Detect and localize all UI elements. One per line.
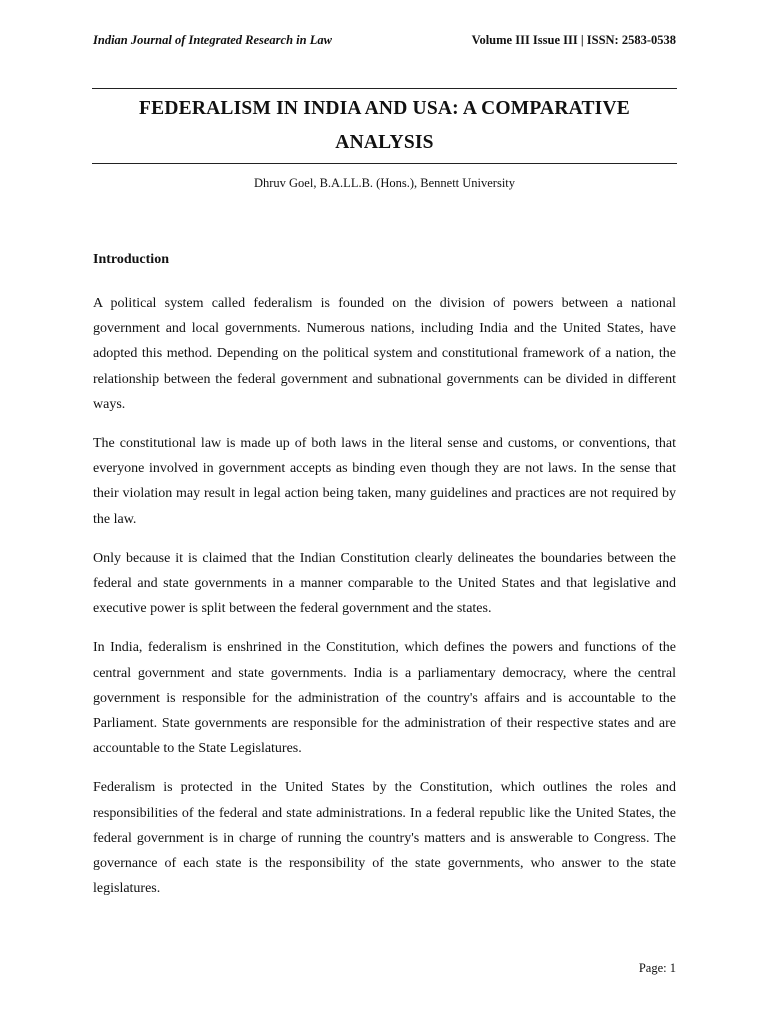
page-number: Page: 1 (638, 961, 676, 975)
paragraph: A political system called federalism is founded on the division of powers between a national government and local governments. Numerous nations, including India and the United States, have adopted this method. Depending on the political system and constitutional framework of a nation, the relationship between the federal government and subnational governments can be divided in different ways. (93, 296, 676, 412)
paragraph: Federalism is protected in the United States by the Constitution, which outlines the roles and responsibilities of the federal and state administrations. In a federal republic like the United States, the federal government is in charge of running the country's matters and is answerable to Congress. The governance of each state is the responsibility of the state governments, who answer to the state legislatures. (93, 780, 676, 897)
journal-name: Indian Journal of Integrated Research in Law (93, 33, 332, 47)
body-text (93, 291, 676, 915)
paragraph: In India, federalism is enshrined in the Constitution, which defines the powers and functions of the central government and state governments. India is a parliamentary democracy, where the central government is responsible for the administration of the country's affairs and is accountable to the Parliament. State governments are responsible for the administration of their respective states and are accountable to the State Legislatures. (93, 640, 676, 757)
paragraph: Only because it is claimed that the Indian Constitution clearly delineates the boundaries between the federal and state governments in a manner comparable to the United States and that legislative and executive power is split between the federal government and the states. (93, 550, 676, 617)
running-header (93, 33, 676, 48)
author-line: Dhruv Goel, B.A.LL.B. (Hons.), Bennett University (253, 176, 516, 190)
title-top-rule (92, 88, 677, 89)
title-bottom-rule (92, 163, 677, 164)
article-title: FEDERALISM IN INDIA AND USA: A COMPARATIVE ANALYSIS (139, 98, 630, 153)
issue-info: Volume III Issue III | ISSN: 2583-0538 (471, 33, 676, 47)
section-heading: Introduction (93, 252, 169, 267)
paragraph: The constitutional law is made up of both laws in the literal sense and customs, or conventions, that everyone involved in government accepts as binding even though they are not laws. In the sense that their violation may result in legal action being taken, many guidelines and practices are not required by the law. (93, 436, 676, 527)
